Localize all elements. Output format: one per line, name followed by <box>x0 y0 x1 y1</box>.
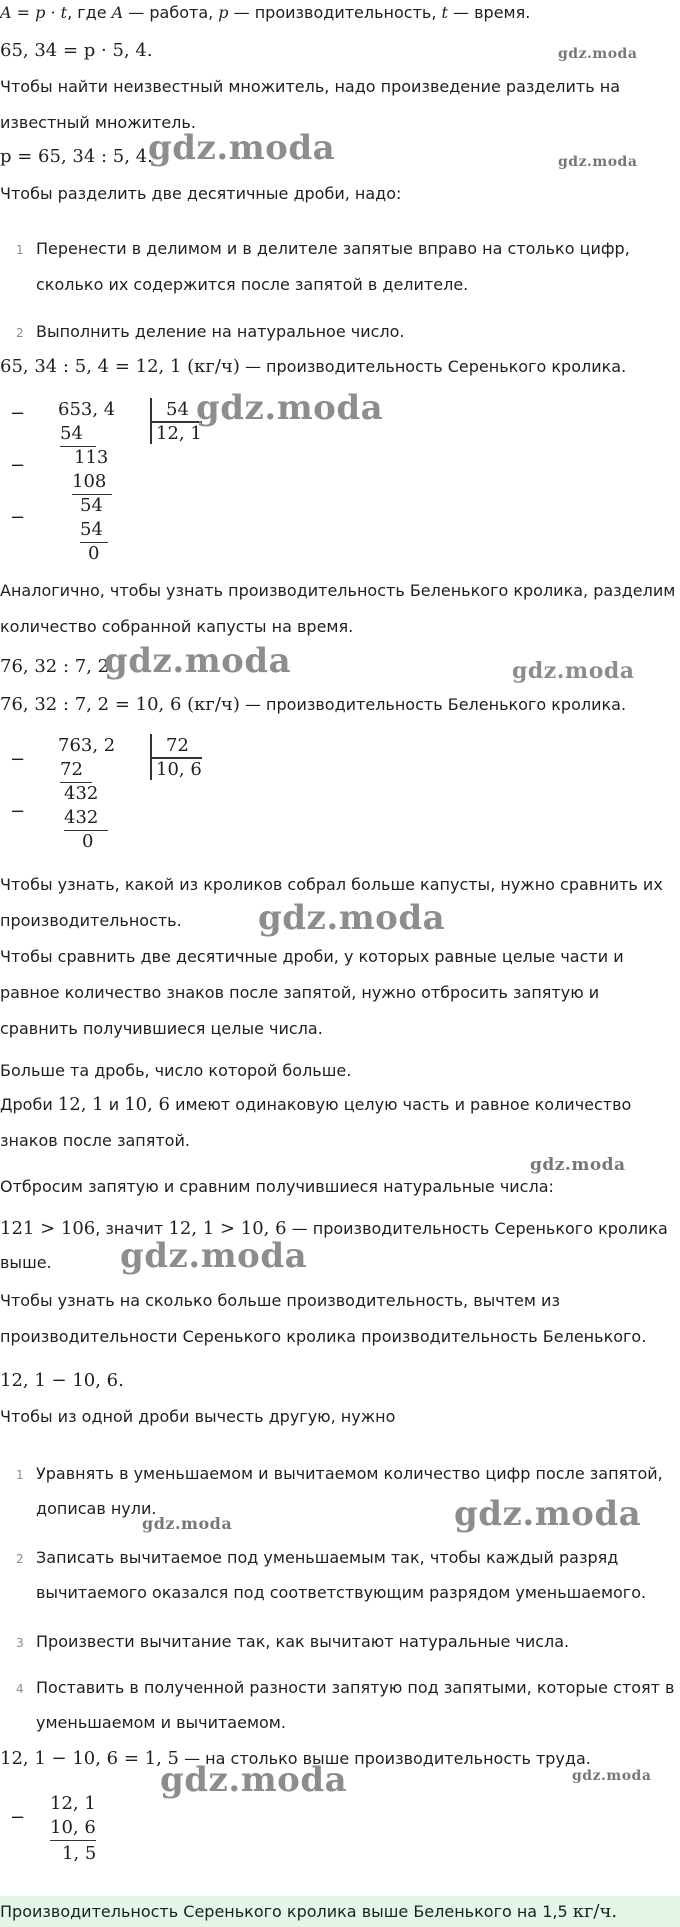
divisor: 54 <box>166 399 189 420</box>
list-item: Уравнять в уменьшаемом и вычитаемом количество цифр после запятой, <box>36 1464 663 1483</box>
watermark: gdz.moda <box>120 1236 308 1276</box>
dividend: 763, 2 <box>58 735 116 756</box>
paragraph-divide-intro: Чтобы разделить две десятичные дроби, надо: <box>0 184 402 203</box>
column-row: 432 <box>64 783 99 804</box>
paragraph-how-much-2: производительности Серенького кролика производительность Беленького. <box>0 1327 647 1346</box>
paragraph-fractions: Дроби 12, 1 и 10, 6 имеют одинаковую целую часть и равное количество <box>0 1094 632 1115</box>
column-row: 108 <box>72 470 112 495</box>
watermark: gdz.moda <box>196 388 384 428</box>
equation-3: 76, 32 : 7, 2. <box>0 656 115 677</box>
paragraph-analog-2: количество собранной капусты на время. <box>0 617 354 636</box>
watermark: gdz.moda <box>558 46 638 62</box>
paragraph-bigger: Больше та дробь, число которой больше. <box>0 1061 352 1080</box>
list-item-continued: дописав нули. <box>36 1499 157 1518</box>
minus-sign: − <box>10 749 26 770</box>
result-white-rabbit: 76, 32 : 7, 2 = 10, 6 (кг/ч) — производительность Беленького кролика. <box>0 694 627 715</box>
paragraph-comparison: 121 > 106, значит 12, 1 > 10, 6 — производительность Серенького кролика <box>0 1218 668 1239</box>
list-item-continued: сколько их содержится после запятой в делителе. <box>36 275 469 294</box>
minus-sign: − <box>10 1807 26 1828</box>
paragraph-drop-comma: Отбросим запятую и сравним получившиеся натуральные числа: <box>0 1177 554 1196</box>
final-result-line: 12, 1 − 10, 6 = 1, 5 — на столько выше производительность труда. <box>0 1748 591 1769</box>
paragraph-find-factor-2: известный множитель. <box>0 113 196 132</box>
watermark: gdz.moda <box>454 1494 642 1534</box>
column-row: 432 <box>64 806 108 831</box>
list-item: Поставить в полученной разности запятую под запятыми, которые стоят в <box>36 1678 675 1697</box>
column-row: 54 <box>80 495 103 516</box>
paragraph-compare-2: производительность. <box>0 911 182 930</box>
paragraph-comparison-2: выше. <box>0 1253 52 1272</box>
minuend: 12, 1 <box>50 1793 96 1814</box>
dividend: 653, 4 <box>58 399 116 420</box>
divisor: 72 <box>166 735 189 756</box>
list-item-continued: вычитаемого оказался под соответствующим разрядом уменьшаемого. <box>36 1583 647 1602</box>
paragraph-rule-1: Чтобы сравнить две десятичные дроби, у которых равные целые части и <box>0 947 624 966</box>
watermark: gdz.moda <box>160 1760 348 1800</box>
column-row: 113 <box>74 447 109 468</box>
list-number: 1 <box>16 243 24 257</box>
list-number: 1 <box>16 1468 24 1482</box>
paragraph-rule-2: равное количество знаков после запятой, нужно отбросить запятую и <box>0 983 600 1002</box>
result-gray-rabbit: 65, 34 : 5, 4 = 12, 1 (кг/ч) — производительность Серенького кролика. <box>0 356 627 377</box>
watermark: gdz.moda <box>558 154 638 170</box>
watermark: gdz.moda <box>512 658 635 684</box>
list-number: 2 <box>16 326 24 340</box>
paragraph-find-factor-1: Чтобы найти неизвестный множитель, надо произведение разделить на <box>0 77 621 96</box>
watermark: gdz.moda <box>258 898 446 938</box>
watermark: gdz.moda <box>530 1155 626 1175</box>
minus-sign: − <box>10 507 26 528</box>
paragraph-fractions-2: знаков после запятой. <box>0 1131 190 1150</box>
list-item: Перенести в делимом и в делителе запятые вправо на столько цифр, <box>36 239 630 258</box>
column-row: 54 <box>80 518 108 543</box>
list-number: 3 <box>16 1636 24 1650</box>
quotient: 12, 1 <box>156 423 202 444</box>
answer-box <box>0 1896 680 1927</box>
difference: 1, 5 <box>62 1843 97 1864</box>
column-row: 0 <box>82 831 94 852</box>
list-item: Записать вычитаемое под уменьшаемым так, чтобы каждый разряд <box>36 1548 619 1567</box>
formula-expression: A = p · t <box>0 3 68 22</box>
subtraction-expression: 12, 1 − 10, 6. <box>0 1370 124 1391</box>
watermark: gdz.moda <box>572 1768 652 1784</box>
minus-sign: − <box>10 455 26 476</box>
equation-1: 65, 34 = p · 5, 4. <box>0 40 153 61</box>
paragraph-how-much-1: Чтобы узнать на сколько больше производительность, вычтем из <box>0 1291 560 1310</box>
paragraph-rule-3: сравнить получившиеся целые числа. <box>0 1019 323 1038</box>
answer-text: Производительность Серенького кролика выше Беленького на 1,5 кг/ч. <box>0 1901 618 1922</box>
equation-2: p = 65, 34 : 5, 4. <box>0 146 153 167</box>
paragraph-sub-intro: Чтобы из одной дроби вычесть другую, нужно <box>0 1407 396 1426</box>
subtrahend: 10, 6 <box>50 1816 96 1841</box>
watermark: gdz.moda <box>142 1514 233 1533</box>
list-item-continued: уменьшаемом и вычитаемом. <box>36 1713 286 1732</box>
minus-sign: − <box>10 801 26 822</box>
minus-sign: − <box>10 403 26 424</box>
watermark: gdz.moda <box>148 128 336 168</box>
formula-line: A = p · t, где A — работа, p — производительность, t — время. <box>0 3 531 22</box>
paragraph-compare-1: Чтобы узнать, какой из кроликов собрал больше капусты, нужно сравнить их <box>0 875 663 894</box>
list-number: 2 <box>16 1552 24 1566</box>
list-item: Произвести вычитание так, как вычитают натуральные числа. <box>36 1632 570 1651</box>
paragraph-analog-1: Аналогично, чтобы узнать производительность Беленького кролика, разделим <box>0 581 676 600</box>
column-row: 0 <box>88 543 100 564</box>
column-row: 54 <box>60 422 96 447</box>
column-row: 72 <box>60 758 92 783</box>
quotient: 10, 6 <box>156 759 202 780</box>
list-item: Выполнить деление на натуральное число. <box>36 322 405 341</box>
watermark: gdz.moda <box>104 641 292 681</box>
list-number: 4 <box>16 1682 24 1696</box>
